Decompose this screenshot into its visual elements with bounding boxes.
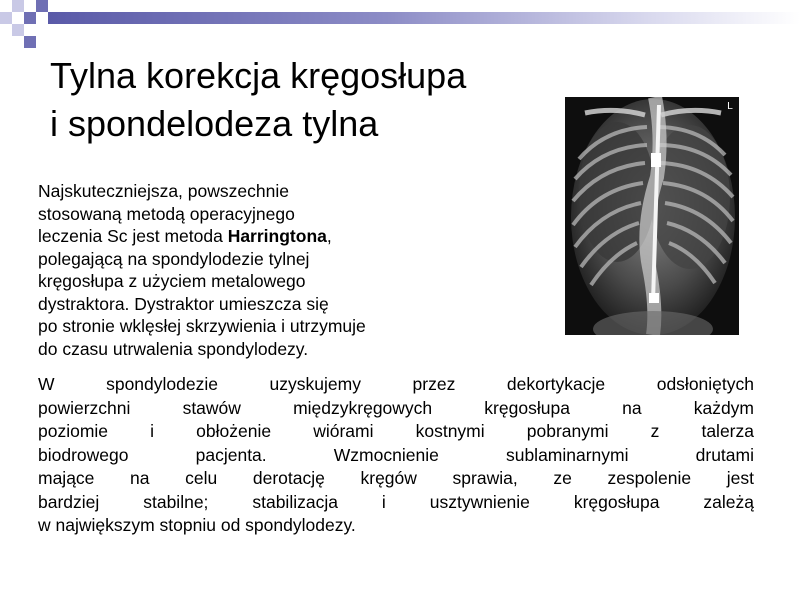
paragraph-2-line: poziomie i obłożenie wiórami kostnymi pobranymi z talerza [38, 421, 754, 441]
paragraph-1-line: kręgosłupa z użyciem metalowego [38, 271, 306, 291]
paragraph-1-line: stosowaną metodą operacyjnego [38, 203, 295, 224]
paragraph-2-line: mające na celu derotację kręgów sprawia, ze zespolenie jest [38, 468, 754, 488]
paragraph-2-line: w największym stopniu od spondylodezy. [38, 515, 356, 535]
paragraph-1-line: do czasu utrwalenia spondylodezy. [38, 338, 309, 359]
paragraph-1-line: polegającą na spondylodezie tylnej [38, 248, 310, 269]
paragraph-1-line: dystraktora. Dystraktor umieszcza się [38, 293, 329, 314]
decor-square [12, 0, 24, 12]
decor-square [36, 0, 48, 12]
paragraph-2 [38, 373, 754, 538]
paragraph-1-line: Najskuteczniejsza, powszechnie [38, 181, 289, 201]
title-line-2: i spondelodeza tylna [50, 103, 379, 144]
text-segment: , [326, 226, 332, 246]
decor-square [24, 12, 36, 24]
paragraph-2-line: powierzchni stawów międzykręgowych kręgosłupa na każdym [38, 397, 754, 418]
decor-square [12, 24, 24, 36]
paragraph-1 [38, 180, 538, 360]
decor-square [24, 36, 36, 48]
paragraph-1-line [38, 225, 538, 248]
paragraph-1-line: po stronie wklęsłej skrzywienia i utrzymuje [38, 316, 366, 336]
decor-gradient-bar [48, 12, 800, 24]
decor-square [0, 12, 12, 24]
xray-image [565, 97, 739, 335]
harrington-bold: Harringtona [227, 226, 327, 246]
slide-title [50, 52, 590, 148]
paragraph-2-line: W spondylodezie uzyskujemy przez dekortykacje odsłoniętych [38, 374, 754, 394]
text-segment: leczenia Sc jest metoda [38, 226, 228, 246]
paragraph-2-line: biodrowego pacjenta. Wzmocnienie sublaminarnymi drutami [38, 444, 754, 465]
xray-marker: L [727, 101, 733, 112]
paragraph-2-line: bardziej stabilne; stabilizacja i usztywnienie kręgosłupa zależą [38, 491, 754, 512]
title-line-1: Tylna korekcja kręgosłupa [50, 55, 467, 96]
